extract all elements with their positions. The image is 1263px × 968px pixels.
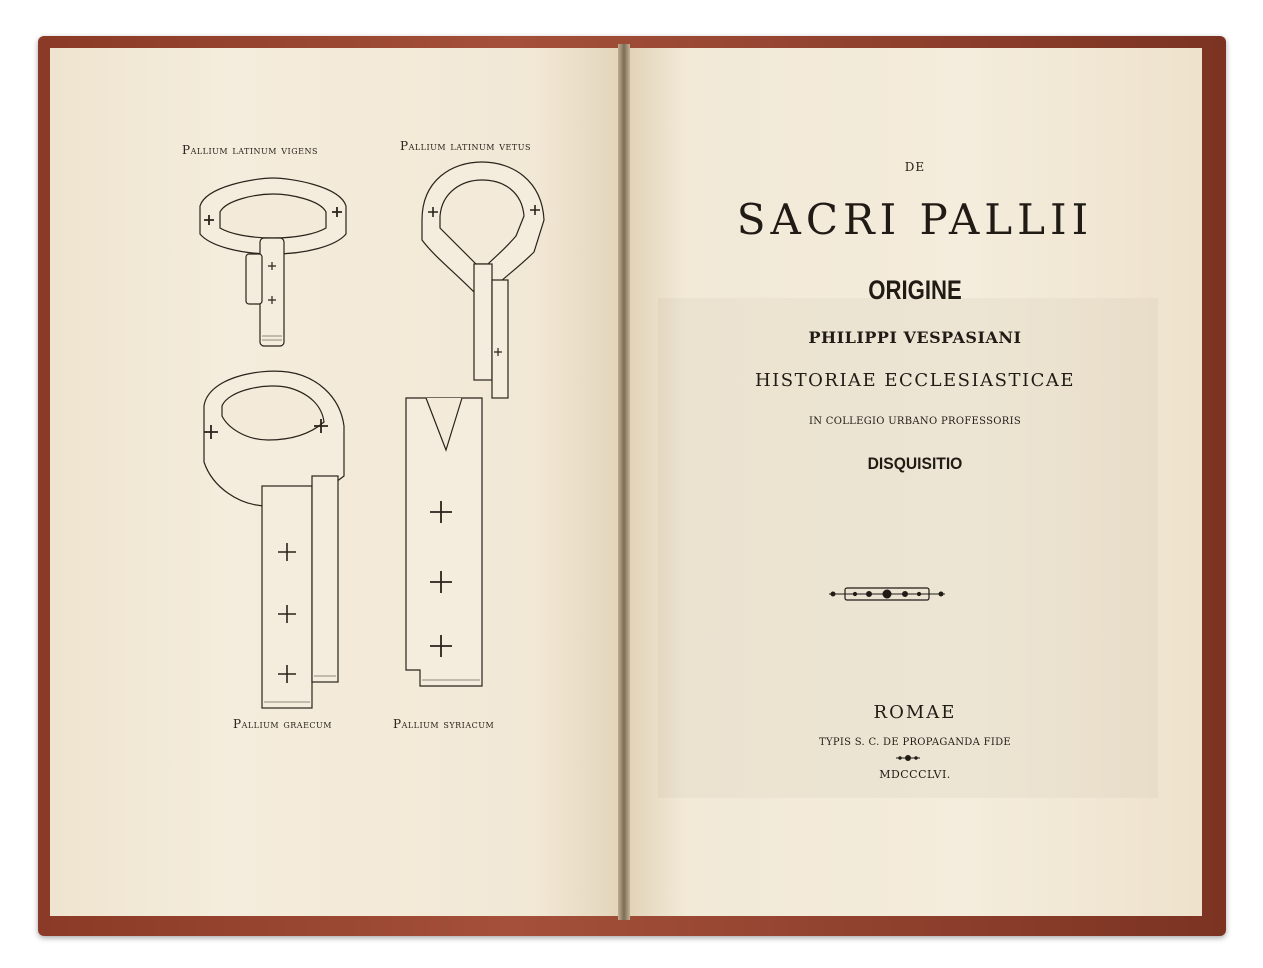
title-disquisitio: DISQUISITIO — [867, 454, 963, 473]
subtitle-historiae: HISTORIAE ECCLESIASTICAE — [754, 370, 1075, 391]
pallium-syriacum-illustration — [400, 390, 492, 690]
imprint-year: MDCCCLVI. — [879, 768, 951, 781]
caption-pallium-graecum: Pallium graecum — [233, 717, 332, 731]
small-flourish — [895, 753, 921, 763]
right-page — [628, 48, 1202, 916]
decorative-ornament — [827, 583, 947, 605]
caption-pallium-syriacum: Pallium syriacum — [393, 717, 495, 731]
author-name: PHILIPPI VESPASIANI — [808, 328, 1022, 347]
book-gutter — [618, 44, 630, 920]
title-origine: ORIGINE — [868, 275, 962, 305]
imprint-printer: TYPIS S. C. DE PROPAGANDA FIDE — [818, 737, 1012, 748]
imprint-place: ROMAE — [873, 702, 957, 723]
pallium-latinum-vigens-illustration — [196, 176, 350, 352]
caption-pallium-latinum-vetus: Pallium latinum vetus — [400, 139, 531, 153]
pallium-latinum-vetus-illustration — [412, 160, 550, 400]
title-de: DE — [904, 160, 926, 174]
caption-pallium-latinum-vigens: Pallium latinum vigens — [182, 143, 318, 157]
pallium-graecum-illustration — [198, 366, 348, 712]
collegio-line: IN COLLEGIO URBANO PROFESSORIS — [808, 416, 1022, 427]
title-sacri-pallii: SACRI PALLII — [736, 195, 1094, 244]
